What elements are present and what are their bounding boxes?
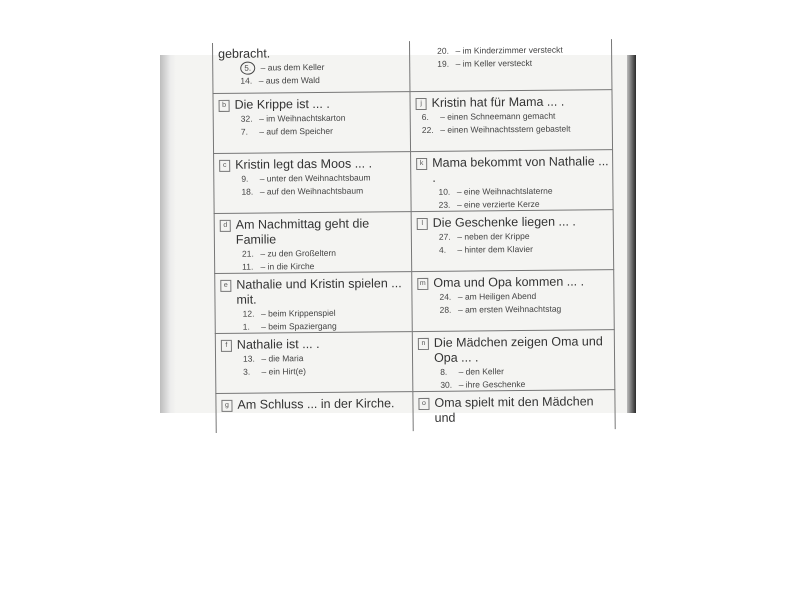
answer-text: – am Heiligen Abend <box>457 290 537 302</box>
answer-text: – ein Hirt(e) <box>261 366 306 377</box>
circled-answer-number: 5. <box>240 62 255 75</box>
answer-text: – in die Kirche <box>260 261 315 272</box>
answer-option <box>219 124 410 139</box>
answer-number: 23. <box>438 199 451 210</box>
answer-text: – eine Weihnachtslaterne <box>456 185 553 197</box>
question-cell-right <box>411 209 615 271</box>
answer-text: – eine verzierte Kerze <box>456 198 540 210</box>
question-heading <box>416 154 612 186</box>
worksheet-row <box>213 149 614 213</box>
question-cell-right <box>409 39 612 91</box>
answer-number: 19. <box>437 58 450 69</box>
answer-option <box>416 122 612 137</box>
answer-number: 3. <box>243 366 251 377</box>
answer-text: – im Weihnachtskarton <box>259 112 346 124</box>
answer-number: 13. <box>242 353 255 364</box>
question-cell-left <box>214 271 412 333</box>
answer-text: – auf dem Speicher <box>259 125 333 137</box>
answer-number: 22. <box>421 124 434 135</box>
answer-number: 30. <box>440 379 453 390</box>
answer-text: – die Maria <box>261 353 304 364</box>
question-cell-right <box>412 329 616 391</box>
answer-number: 24. <box>439 291 452 302</box>
question-cell-left <box>213 151 411 213</box>
answer-text: – am ersten Weihnachtstag <box>457 303 562 315</box>
worksheet-row <box>212 39 612 93</box>
answer-text: – einen Schneemann gemacht <box>440 110 556 122</box>
question-heading <box>220 216 411 248</box>
question-text: Nathalie ist ... . <box>236 336 320 352</box>
answer-text: – den Keller <box>458 366 504 377</box>
answer-option <box>417 242 613 257</box>
question-text: Kristin hat für Mama ... . <box>431 94 565 110</box>
question-text: Die Krippe ist ... . <box>234 96 330 112</box>
question-heading <box>418 394 614 426</box>
answer-number: 9. <box>241 173 249 184</box>
letter-box: o <box>418 398 429 410</box>
question-heading <box>418 334 614 366</box>
worksheet-table <box>212 39 616 433</box>
answer-text: – neben der Krippe <box>457 230 530 242</box>
answer-text: – im Kinderzimmer versteckt <box>455 44 563 56</box>
worksheet-row <box>215 389 615 433</box>
question-text: Kristin legt das Moos ... . <box>235 156 373 172</box>
page-edge-shadow <box>627 55 636 413</box>
answer-number: 11. <box>242 261 254 272</box>
answer-option <box>418 302 614 317</box>
book-spine-shadow <box>160 55 176 413</box>
answer-option <box>221 364 412 379</box>
question-text: Nathalie und Kristin spielen ... mit. <box>236 276 402 307</box>
letter-box: b <box>219 100 230 112</box>
answer-text: – aus dem Keller <box>260 61 325 73</box>
answer-text: – auf den Weihnachtsbaum <box>259 185 364 197</box>
worksheet-row <box>214 209 615 273</box>
question-heading <box>220 276 411 308</box>
answer-number: 6. <box>421 111 429 122</box>
answer-text: – zu den Großeltern <box>260 247 337 259</box>
answer-number: 18. <box>241 186 254 197</box>
answer-number: 20. <box>437 45 449 56</box>
answer-text: – aus dem Wald <box>258 74 320 86</box>
letter-box: n <box>418 338 429 350</box>
answer-number: 27. <box>438 231 451 242</box>
question-text: Die Geschenke liegen ... . <box>432 214 576 230</box>
answer-option <box>218 73 409 88</box>
answer-number: 1. <box>242 321 250 332</box>
answer-number: 28. <box>439 304 452 315</box>
letter-box: d <box>220 220 231 232</box>
answer-number: 10. <box>438 186 451 197</box>
question-text: Oma spielt mit den Mädchen und <box>434 394 594 425</box>
answer-number: 12. <box>242 308 255 319</box>
letter-box: c <box>219 160 230 172</box>
question-heading <box>221 396 412 413</box>
worksheet-row <box>214 269 615 333</box>
answer-text: – ihre Geschenke <box>458 379 526 390</box>
question-text: Oma und Opa kommen ... . <box>433 274 585 290</box>
question-text: gebracht. <box>218 46 271 61</box>
answer-option <box>415 56 611 71</box>
question-cell-right <box>411 269 615 331</box>
answer-number: 7. <box>240 126 248 137</box>
question-cell-right <box>412 389 615 431</box>
answer-number: 32. <box>240 113 253 124</box>
scanned-page <box>160 44 636 425</box>
question-cell-left <box>212 41 409 93</box>
letter-box: f <box>221 340 232 352</box>
letter-box: k <box>416 158 427 170</box>
answer-number: 21. <box>241 248 254 259</box>
question-cell-left <box>214 211 412 273</box>
answer-text: – einen Weihnachtsstern gebastelt <box>440 123 571 135</box>
answer-text: – im Keller versteckt <box>455 57 533 69</box>
letter-box: g <box>221 400 232 412</box>
question-text: Am Nachmittag geht die Familie <box>235 216 370 247</box>
letter-box: l <box>417 218 428 230</box>
answer-text: – beim Krippenspiel <box>260 307 336 319</box>
question-cell-right <box>409 89 613 151</box>
letter-box: j <box>416 98 427 110</box>
answer-number: 8. <box>440 366 448 377</box>
answer-text: – hinter dem Klavier <box>457 243 534 255</box>
worksheet-row <box>215 329 616 393</box>
question-text: Die Mädchen zeigen Oma und Opa ... . <box>433 334 603 365</box>
answer-option <box>219 184 410 199</box>
question-text: Am Schluss ... in der Kirche. <box>237 396 395 412</box>
letter-box: e <box>220 280 231 292</box>
question-heading <box>417 274 613 291</box>
question-cell-left <box>215 331 413 393</box>
answer-number: 14. <box>240 75 253 86</box>
answer-text: – unter den Weihnachtsbaum <box>259 172 371 184</box>
letter-box: m <box>417 278 428 290</box>
worksheet-row <box>212 89 613 153</box>
answer-number: 4. <box>438 244 447 255</box>
question-text: Mama bekommt von Nathalie ... . <box>432 154 609 185</box>
question-cell-right <box>410 149 614 211</box>
question-cell-left <box>212 91 410 153</box>
answer-text: – beim Spaziergang <box>261 320 337 332</box>
question-cell-left <box>215 391 412 433</box>
